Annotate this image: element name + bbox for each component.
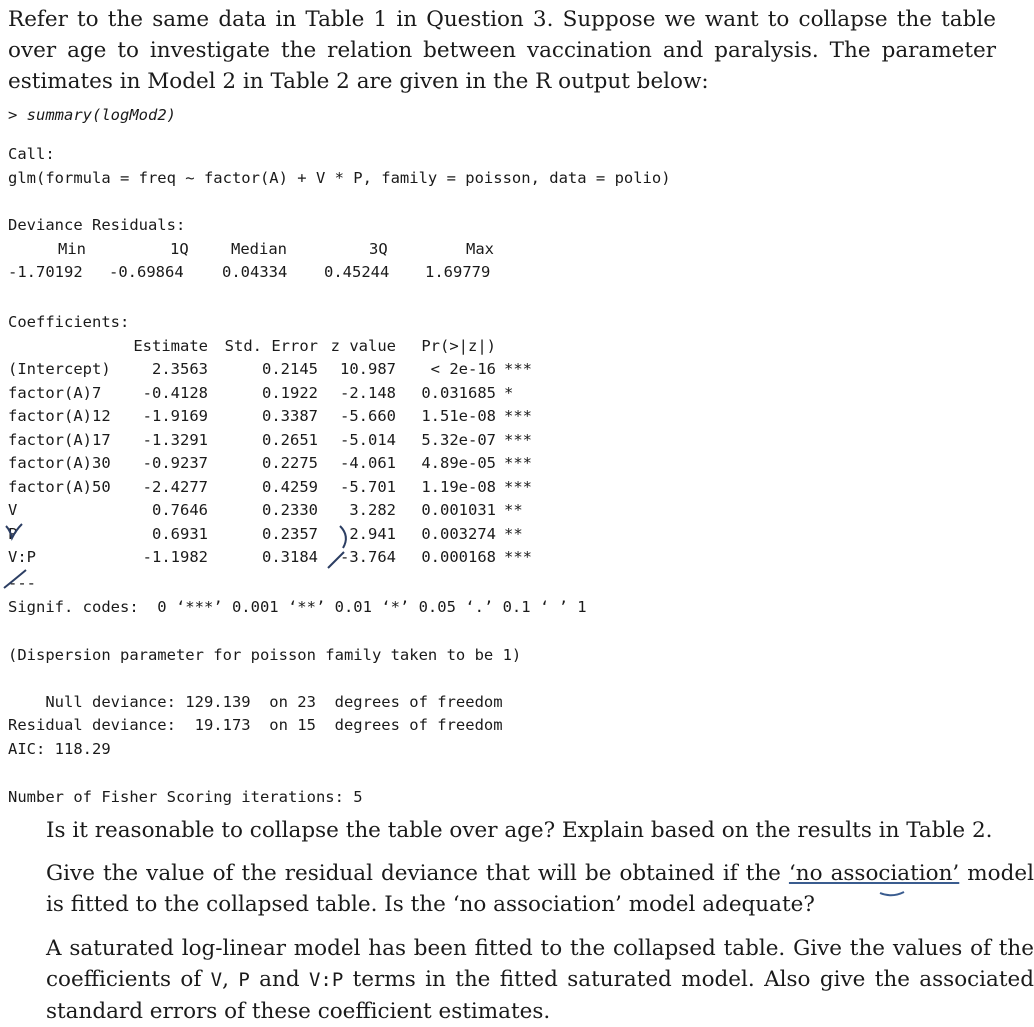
question-b-text-after: model is fitted to the collapsed table. Is the ‘no association’ model adequate? <box>46 861 1034 917</box>
coef-header-stderr: Std. Error <box>224 336 318 355</box>
call-label: Call: <box>8 145 55 163</box>
separator-line: --- <box>8 574 36 592</box>
coef-stderr: 0.2357 <box>262 524 318 543</box>
question-c <box>8 933 1034 1027</box>
coef-zvalue: -2.148 <box>340 383 396 402</box>
coef-signif: *** <box>504 430 532 449</box>
coef-zvalue: -5.660 <box>340 407 396 426</box>
coef-term: factor(A)50 <box>8 477 111 496</box>
coef-stderr: 0.3184 <box>262 548 318 567</box>
dev-resid-median: 0.04334 <box>222 263 288 281</box>
pen-checkmark <box>6 524 22 538</box>
coef-estimate: -1.1982 <box>142 548 208 567</box>
dev-resid-min: -1.70192 <box>8 263 83 281</box>
coef-zvalue: -5.014 <box>340 430 396 449</box>
deviance-residuals-label: Deviance Residuals: <box>8 216 186 234</box>
coef-zvalue: 10.987 <box>340 360 396 379</box>
dev-resid-header-3q: 3Q <box>369 240 388 258</box>
coef-signif: *** <box>504 407 532 426</box>
coef-term: factor(A)12 <box>8 407 111 426</box>
coef-header-pvalue: Pr(>|z|) <box>421 336 496 355</box>
null-deviance: Null deviance: 129.139 on 23 degrees of freedom <box>8 693 503 711</box>
coef-stderr: 0.4259 <box>262 477 318 496</box>
signif-codes: Signif. codes: 0 ‘***’ 0.001 ‘**’ 0.01 ‘*’ 0.05 ‘.’ 0.1 ‘ ’ 1 <box>8 598 587 616</box>
coef-estimate: -0.4128 <box>142 383 208 402</box>
coef-pvalue: 1.19e-08 <box>421 477 496 496</box>
question-c-text-1: A saturated log-linear model has been fitted to the collapsed table. Give the values of the coefficients of <box>46 936 1034 992</box>
residual-deviance: Residual deviance: 19.173 on 15 degrees of freedom <box>8 716 503 734</box>
coef-header-zvalue: z value <box>330 336 396 355</box>
coef-signif: ** <box>504 524 523 543</box>
question-b <box>8 858 1034 920</box>
coef-pvalue: < 2e-16 <box>430 360 496 379</box>
coef-signif: *** <box>504 477 532 496</box>
coef-signif: ** <box>504 501 523 520</box>
coef-zvalue: -3.764 <box>340 548 396 567</box>
coef-pvalue: 5.32e-07 <box>421 430 496 449</box>
question-b-text-before: Give the value of the residual deviance that will be obtained if the <box>46 861 789 886</box>
coef-stderr: 0.2651 <box>262 430 318 449</box>
coef-signif: *** <box>504 360 532 379</box>
coef-term: V <box>8 501 18 520</box>
dev-resid-1q: -0.69864 <box>109 263 184 281</box>
coef-stderr: 0.1922 <box>262 383 318 402</box>
dev-resid-max: 1.69779 <box>425 263 491 281</box>
coef-stderr: 0.3387 <box>262 407 318 426</box>
coef-term: (Intercept) <box>8 360 111 379</box>
dispersion-note: (Dispersion parameter for poisson family taken to be 1) <box>8 646 522 664</box>
coef-estimate: -0.9237 <box>142 454 208 473</box>
coef-pvalue: 0.003274 <box>421 524 496 543</box>
question-b-label <box>8 858 46 889</box>
pen-slash-vp <box>328 552 344 568</box>
coef-pvalue: 0.000168 <box>421 548 496 567</box>
coef-signif: * <box>504 383 514 402</box>
coef-zvalue: -4.061 <box>340 454 396 473</box>
question-c-sep-2: and <box>249 967 309 992</box>
dev-resid-header-1q: 1Q <box>170 240 189 258</box>
question-a-text: Is it reasonable to collapse the table over age? Explain based on the results in Table 2. <box>46 818 993 843</box>
coef-pvalue: 4.89e-05 <box>421 454 496 473</box>
coef-signif: *** <box>504 454 532 473</box>
call-text: glm(formula = freq ~ factor(A) + V * P, family = poisson, data = polio) <box>8 169 671 187</box>
coef-term: factor(A)7 <box>8 383 102 402</box>
coef-pvalue: 0.001031 <box>421 501 496 520</box>
coef-pvalue: 0.031685 <box>421 383 496 402</box>
coef-stderr: 0.2275 <box>262 454 318 473</box>
question-a-label <box>8 815 46 846</box>
r-prompt: > <box>8 106 27 124</box>
coef-zvalue: 3.282 <box>349 501 396 520</box>
coef-stderr: 0.2145 <box>262 360 318 379</box>
question-a <box>8 815 1034 846</box>
coef-stderr: 0.2330 <box>262 501 318 520</box>
question-c-sep-1: , <box>222 967 239 992</box>
coef-term: P <box>8 524 18 543</box>
coef-estimate: -1.9169 <box>142 407 208 426</box>
question-c-label <box>8 933 46 964</box>
coef-estimate: 0.6931 <box>152 524 208 543</box>
coef-term: factor(A)30 <box>8 454 111 473</box>
question-b-underlined: ‘no association’ <box>788 861 960 886</box>
r-command: summary(logMod2) <box>26 106 176 124</box>
coef-term: factor(A)17 <box>8 430 111 449</box>
dev-resid-header-min: Min <box>58 240 86 258</box>
coef-estimate: -2.4277 <box>142 477 208 496</box>
term-v: V <box>210 969 223 991</box>
term-vp: V:P <box>308 969 344 991</box>
coef-term: V:P <box>8 548 36 567</box>
fisher-iterations: Number of Fisher Scoring iterations: 5 <box>8 788 363 806</box>
dev-resid-header-median: Median <box>231 240 287 258</box>
coef-header-estimate: Estimate <box>133 336 208 355</box>
dev-resid-header-max: Max <box>466 240 494 258</box>
coef-zvalue: 2.941 <box>349 524 396 543</box>
intro-paragraph: Refer to the same data in Table 1 in Question 3. Suppose we want to collapse the table over age to investigate the relation between vaccination and paralysis. The parameter estimates in Model 2 in Table 2 are given in the R output below: <box>8 7 996 94</box>
aic-value: AIC: 118.29 <box>8 740 111 758</box>
question-c-text-2: terms in the fitted saturated model. Also give the associated standard errors of these coefficient estimates. <box>46 967 1034 1024</box>
dev-resid-3q: 0.45244 <box>324 263 390 281</box>
coef-zvalue: -5.701 <box>340 477 396 496</box>
coefficients-label: Coefficients: <box>8 313 130 331</box>
coef-signif: *** <box>504 548 532 567</box>
coef-estimate: -1.3291 <box>142 430 208 449</box>
term-p: P <box>238 969 250 991</box>
coef-pvalue: 1.51e-08 <box>421 407 496 426</box>
coef-estimate: 0.7646 <box>152 501 208 520</box>
pen-bracket-p <box>340 526 346 548</box>
coef-estimate: 2.3563 <box>152 360 208 379</box>
